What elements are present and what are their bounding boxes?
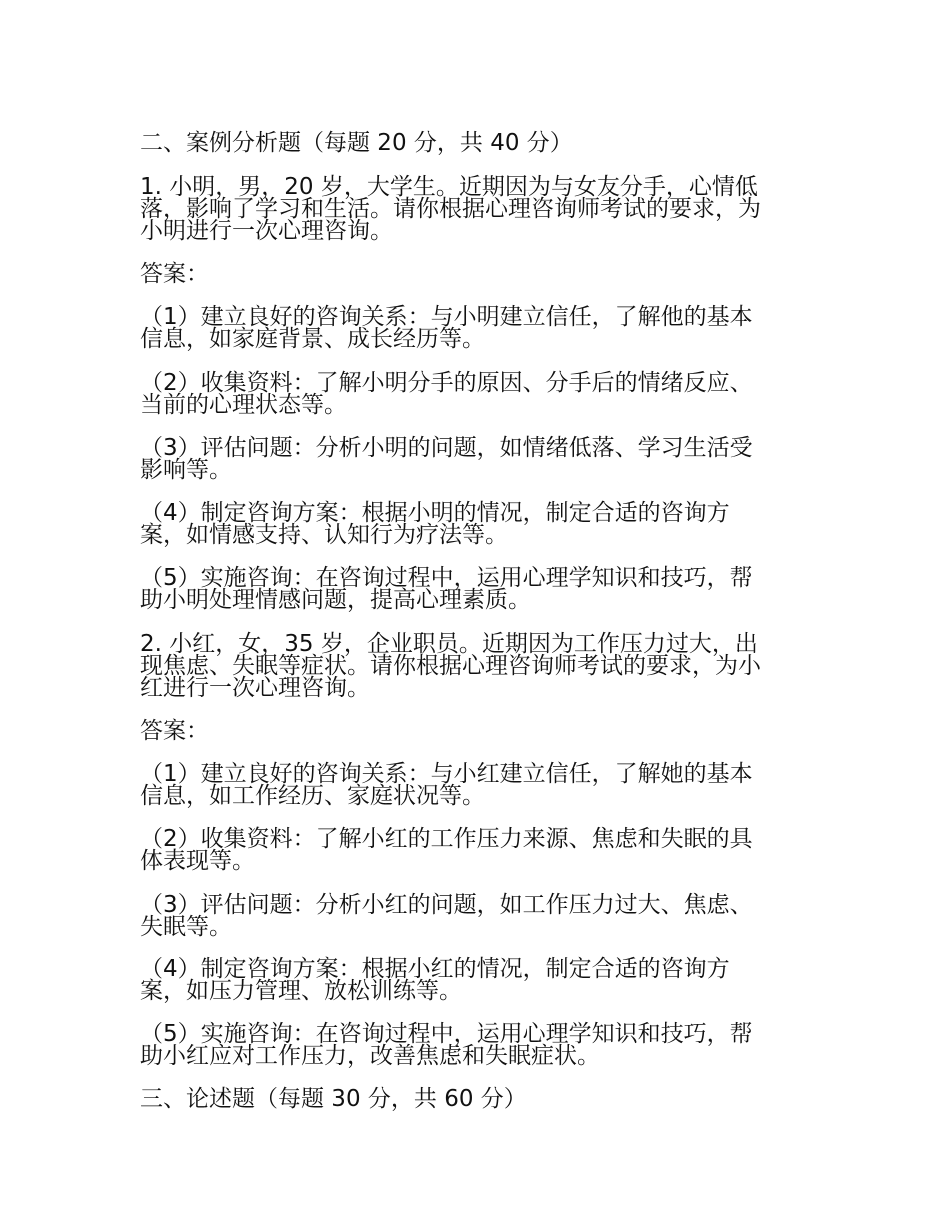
case-2-step-2 <box>140 828 820 872</box>
case-2-question-line: 现焦虑、失眠等症状。请你根据心理咨询师考试的要求，为小 <box>140 653 761 679</box>
step-line: （3）评估问题：分析小红的问题，如工作压力过大、焦虑、 <box>140 892 753 918</box>
step-line: 影响等。 <box>140 457 232 483</box>
step-line: （5）实施咨询：在咨询过程中，运用心理学知识和技巧，帮 <box>140 1021 753 1047</box>
step-line: （1）建立良好的咨询关系：与小明建立信任，了解他的基本 <box>140 304 753 330</box>
case-1-question <box>140 176 820 242</box>
case-1-step-2 <box>140 372 820 416</box>
case-1-answer-label: 答案： <box>140 261 209 287</box>
step-line: 信息，如工作经历、家庭状况等。 <box>140 783 485 809</box>
step-line: （3）评估问题：分析小明的问题，如情绪低落、学习生活受 <box>140 435 753 461</box>
case-2-question-line: 2. 小红，女，35 岁，企业职员。近期因为工作压力过大，出 <box>140 631 758 657</box>
step-line: （1）建立良好的咨询关系：与小红建立信任，了解她的基本 <box>140 761 753 787</box>
step-line: 当前的心理状态等。 <box>140 392 347 418</box>
step-line: 助小红应对工作压力，改善焦虑和失眠症状。 <box>140 1043 600 1069</box>
case-1-step-4 <box>140 502 820 546</box>
case-2-question <box>140 633 820 699</box>
step-line: 信息，如家庭背景、成长经历等。 <box>140 326 485 352</box>
step-line: （5）实施咨询：在咨询过程中，运用心理学知识和技巧，帮 <box>140 565 753 591</box>
step-line: （4）制定咨询方案：根据小明的情况，制定合适的咨询方 <box>140 500 730 526</box>
case-2-answer-label: 答案： <box>140 718 209 744</box>
case-2-step-1 <box>140 763 820 807</box>
case-2-question-line: 红进行一次心理咨询。 <box>140 675 370 701</box>
section-3-heading: 三、论述题（每题 30 分，共 60 分） <box>140 1086 527 1112</box>
case-2-step-4 <box>140 958 820 1002</box>
step-line: （2）收集资料：了解小红的工作压力来源、焦虑和失眠的具 <box>140 826 753 852</box>
step-line: 失眠等。 <box>140 914 232 940</box>
case-1-question-line: 落，影响了学习和生活。请你根据心理咨询师考试的要求，为 <box>140 196 761 222</box>
case-1-step-1 <box>140 306 820 350</box>
step-line: 案，如压力管理、放松训练等。 <box>140 978 462 1004</box>
case-2-step-5 <box>140 1023 820 1067</box>
step-line: （2）收集资料：了解小明分手的原因、分手后的情绪反应、 <box>140 370 753 396</box>
case-2-step-3 <box>140 894 820 938</box>
case-1-question-line: 小明进行一次心理咨询。 <box>140 218 393 244</box>
case-1-question-line: 1. 小明，男，20 岁，大学生。近期因为与女友分手，心情低 <box>140 174 758 200</box>
step-line: 体表现等。 <box>140 848 255 874</box>
step-line: 案，如情感支持、认知行为疗法等。 <box>140 522 508 548</box>
case-1-step-5 <box>140 567 820 611</box>
step-line: （4）制定咨询方案：根据小红的情况，制定合适的咨询方 <box>140 956 730 982</box>
case-1-step-3 <box>140 437 820 481</box>
section-2-heading: 二、案例分析题（每题 20 分，共 40 分） <box>140 130 573 156</box>
step-line: 助小明处理情感问题，提高心理素质。 <box>140 587 531 613</box>
